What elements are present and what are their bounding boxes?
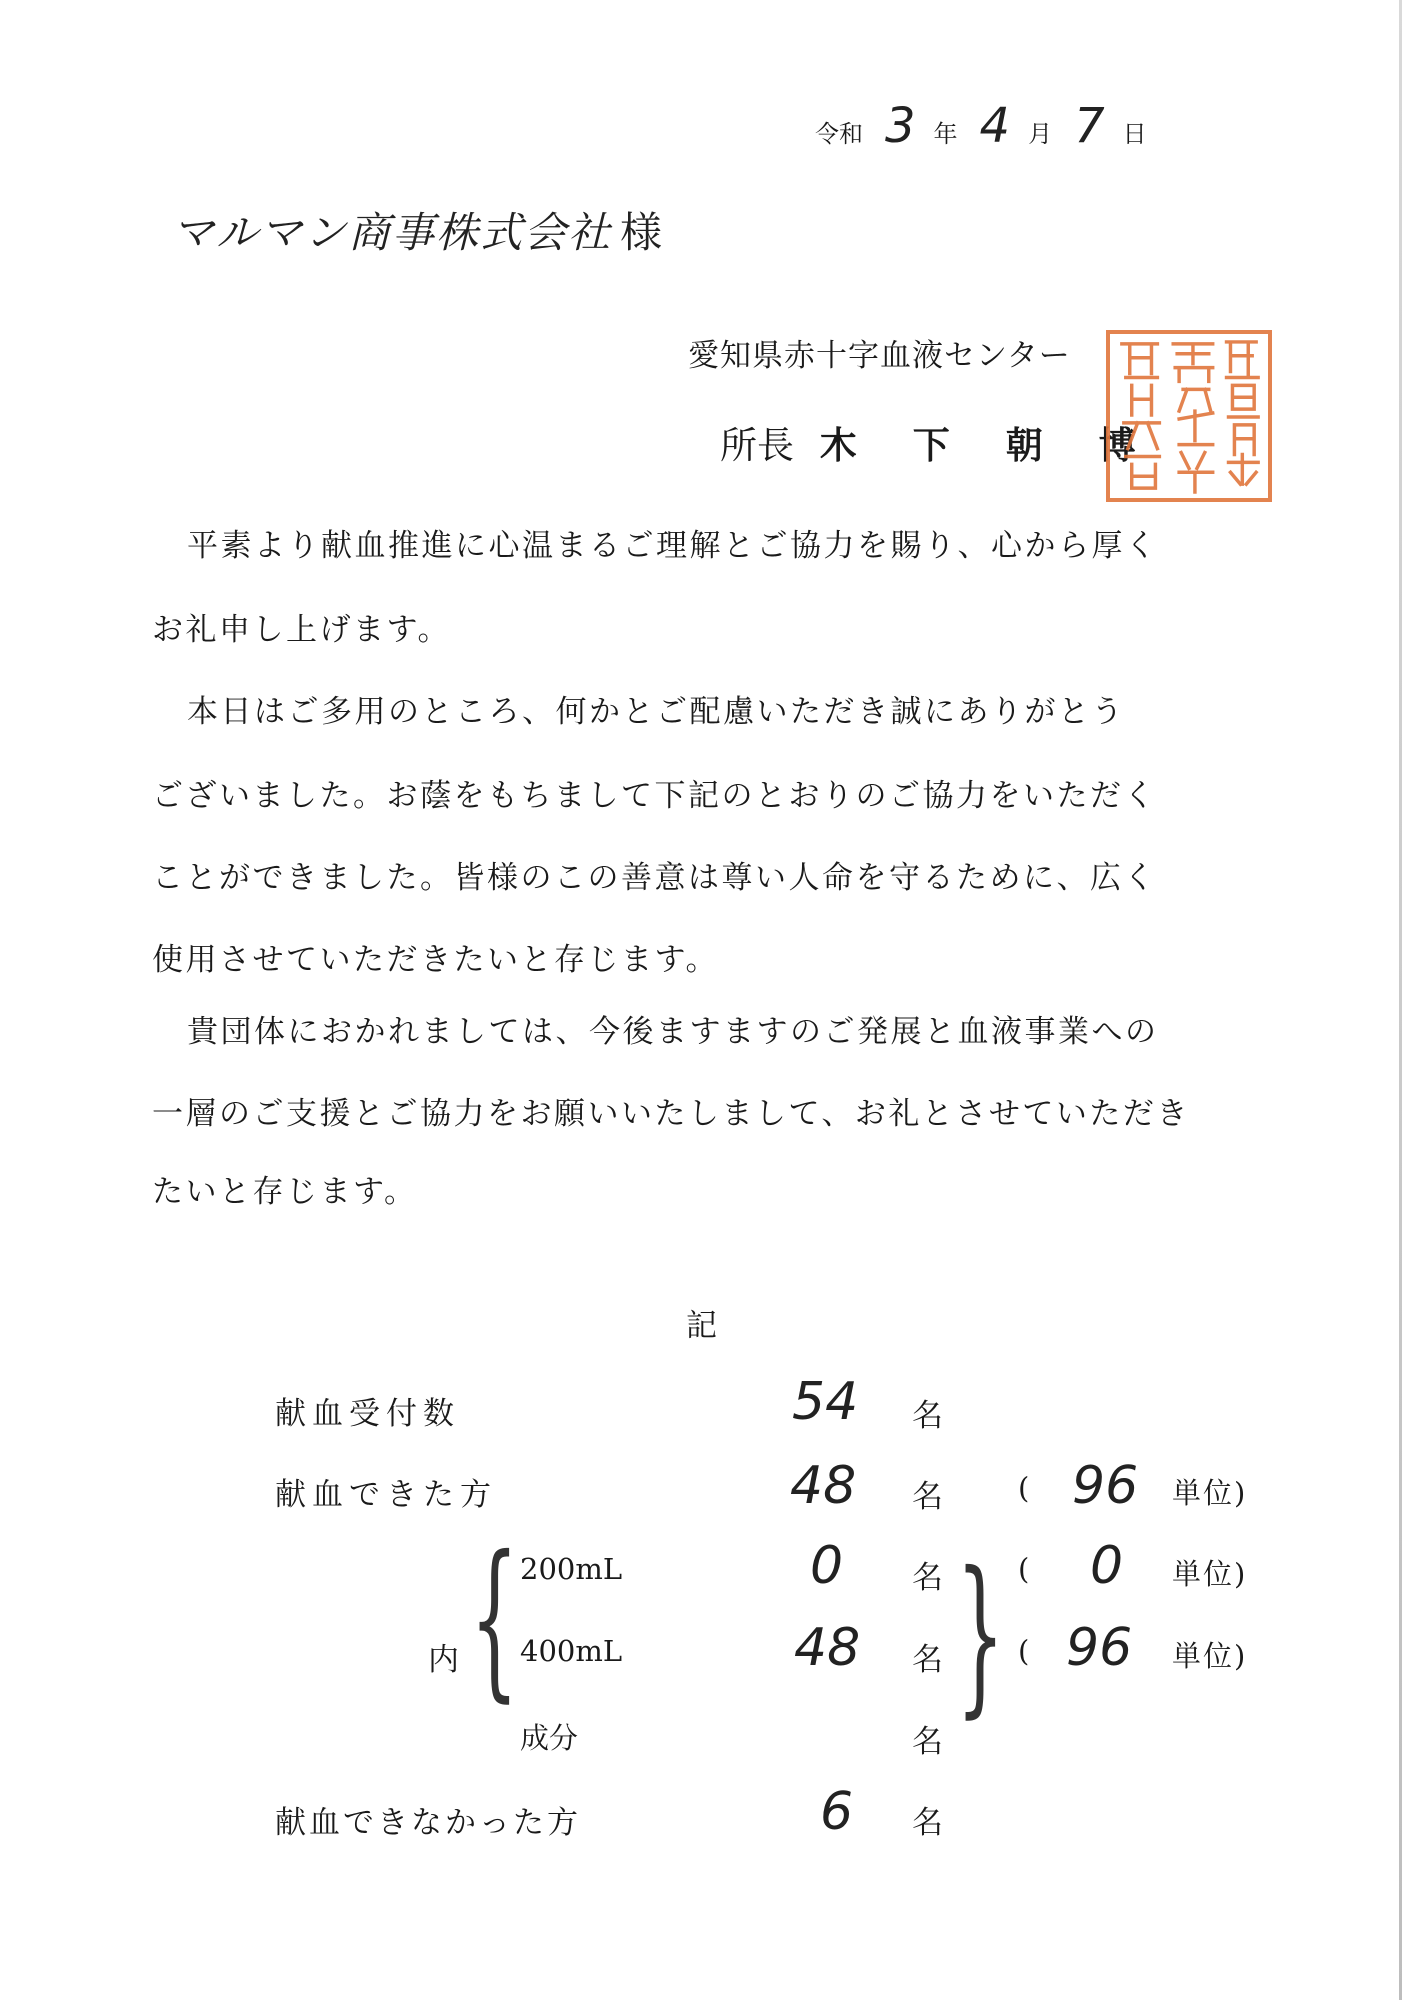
date-month: 4	[979, 98, 1011, 154]
director-name-char: 木	[819, 423, 857, 467]
body-paragraph-2-line-1: 本日はご多用のところ、何かとご配慮いただき誠にありがとう	[187, 694, 1125, 730]
body-paragraph-1-line-2: お礼申し上げます。	[152, 612, 452, 648]
row-200ml-open-paren: (	[1018, 1552, 1030, 1586]
body-paragraph-3-line-2: 一層のご支援とご協力をお願いいたしまして、お礼とさせていただき	[152, 1096, 1190, 1132]
not-donated-unit: 名	[912, 1805, 943, 1841]
date-year: 3	[885, 98, 916, 154]
date-year-unit: 年	[933, 120, 958, 148]
body-paragraph-2-line-3: ことができました。皆様のこの善意は尊い人命を守るために、広く	[152, 860, 1157, 896]
body-paragraph-3-line-1: 貴団体におかれましては、今後ますますのご発展と血液事業への	[187, 1014, 1159, 1050]
page-edge	[1399, 0, 1402, 2000]
reception-label: 献血受付数	[275, 1396, 460, 1432]
row-200ml-unit: 名	[912, 1560, 943, 1596]
right-brace: }	[956, 1536, 1005, 1734]
row-component-type: 成分	[520, 1721, 579, 1755]
row-200ml-units-value: 0	[1090, 1536, 1124, 1596]
row-400ml-open-paren: (	[1018, 1634, 1030, 1668]
date-day-unit: 日	[1122, 120, 1147, 148]
director-name-char: 博	[1098, 423, 1136, 467]
row-400ml-units-value: 96	[1066, 1618, 1133, 1678]
body-paragraph-2-line-2: ございました。お蔭をもちまして下記のとおりのご協力をいただく	[152, 778, 1157, 814]
row-200ml-type: 200mL	[520, 1552, 623, 1586]
record-heading: 記	[686, 1308, 717, 1344]
date-day: 7	[1074, 98, 1105, 154]
addressee-honorific: 様	[620, 208, 665, 257]
row-400ml-type: 400mL	[520, 1634, 623, 1668]
donated-unit: 名	[912, 1479, 943, 1515]
donated-count: 48	[790, 1456, 857, 1516]
donated-label: 献血できた方	[275, 1477, 497, 1513]
official-seal-icon	[1106, 330, 1272, 502]
donated-units-label: 単位)	[1172, 1476, 1248, 1510]
body-paragraph-1-line-1: 平素より献血推進に心温まるご理解とご協力を賜り、心から厚く	[187, 528, 1159, 564]
not-donated-count: 6	[820, 1782, 854, 1842]
row-400ml-count: 48	[794, 1618, 861, 1678]
director-title: 所長	[720, 424, 794, 467]
breakdown-label: 内	[428, 1642, 459, 1678]
addressee-name: マルマン商事株式会社	[172, 208, 613, 257]
body-paragraph-3-line-3: たいと存じます。	[152, 1174, 418, 1210]
director-name-char: 朝	[1005, 423, 1043, 467]
row-400ml-units-label: 単位)	[1172, 1639, 1248, 1673]
date-era: 令和	[815, 120, 863, 148]
director-name-char: 下	[912, 423, 950, 467]
donated-units-value: 96	[1072, 1456, 1139, 1516]
not-donated-label: 献血できなかった方	[275, 1805, 581, 1841]
reception-count: 54	[792, 1372, 859, 1432]
date-month-unit: 月	[1028, 120, 1053, 148]
row-200ml-count: 0	[810, 1536, 844, 1596]
row-200ml-units-label: 単位)	[1172, 1557, 1248, 1591]
row-400ml-unit: 名	[912, 1642, 943, 1678]
reception-unit: 名	[912, 1398, 943, 1434]
body-paragraph-2-line-4: 使用させていただきたいと存じます。	[152, 942, 720, 978]
row-component-unit: 名	[912, 1724, 943, 1760]
addressee	[172, 200, 664, 260]
donated-open-paren: (	[1018, 1471, 1030, 1505]
sender-organization: 愛知県赤十字血液センター	[688, 338, 1071, 374]
date-line	[815, 98, 1147, 154]
left-brace: {	[470, 1520, 519, 1718]
